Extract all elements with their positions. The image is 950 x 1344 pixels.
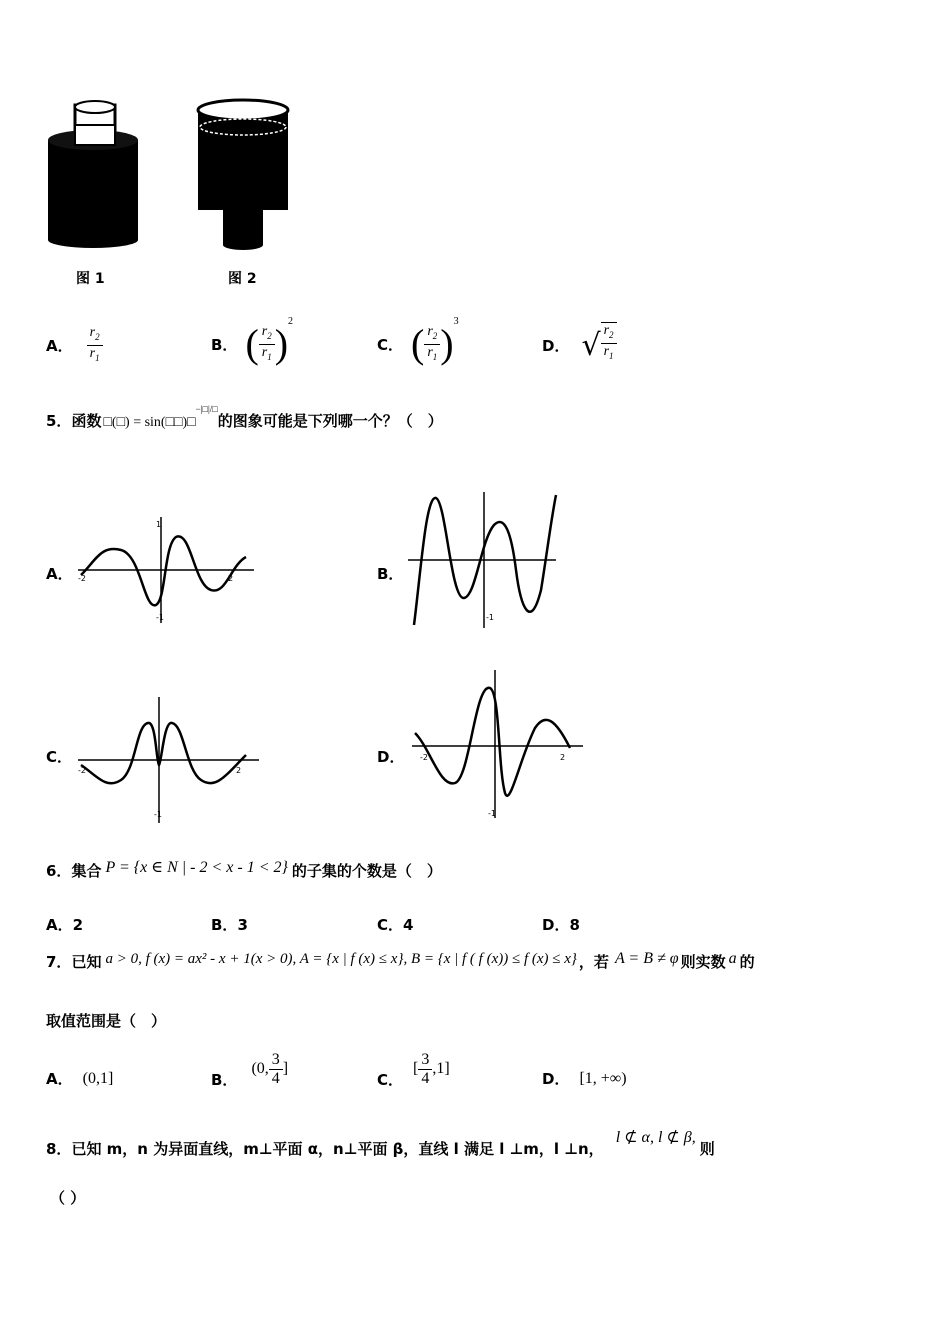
svg-text:2: 2 xyxy=(236,766,242,775)
graph-b xyxy=(406,490,566,630)
q4-option-c: C． ( $\frac{r_2}{r_1}$ ) 3 xyxy=(377,316,459,366)
svg-text:-1: -1 xyxy=(154,810,162,819)
svg-text:-1: -1 xyxy=(486,613,494,622)
q6-option-b: B．3 xyxy=(211,916,248,934)
graph-label-a: A． xyxy=(46,565,73,583)
question-8-line2: （ ） xyxy=(50,1189,86,1207)
q6-option-d: D．8 xyxy=(542,916,580,934)
question-text: 函数 xyxy=(71,412,102,430)
question-text: 则实数 xyxy=(680,953,726,971)
q6-option-a: A．2 xyxy=(46,916,84,934)
q4-option-d xyxy=(542,318,617,372)
exponent: 3 xyxy=(453,316,459,327)
question-number: 7． xyxy=(46,953,72,971)
question-text: 集合 xyxy=(71,862,102,880)
graph-label-d: D． xyxy=(377,748,405,766)
option-letter: C． xyxy=(377,335,404,354)
graph-label-c: C． xyxy=(46,748,73,766)
graph-c xyxy=(76,695,261,825)
graph-a xyxy=(76,515,256,625)
question-text: 的子集的个数是（ ） xyxy=(291,862,442,880)
sqrt-symbol: √ xyxy=(581,327,601,363)
question-7 xyxy=(46,950,755,972)
q6-option-c: C．4 xyxy=(377,916,414,934)
svg-text:-2: -2 xyxy=(78,766,86,775)
question-6 xyxy=(46,857,442,881)
svg-text:2: 2 xyxy=(560,753,566,762)
svg-text:-1: -1 xyxy=(488,809,496,818)
svg-text:1: 1 xyxy=(156,520,162,529)
graph-d xyxy=(410,668,585,823)
question-text: 则 xyxy=(699,1140,715,1158)
q7-option-b: B． (0, $\frac{3}{4}$ ] xyxy=(211,1050,289,1089)
question-text: ，若 xyxy=(578,953,609,971)
formula-exponent: −|□|/□ xyxy=(195,404,218,414)
fraction: $\frac{r_2}{r_1}$ xyxy=(601,322,617,364)
option-letter: B． xyxy=(211,335,238,354)
set-formula: P = {x ∈ N | - 2 < x - 1 < 2} xyxy=(105,859,288,876)
condition-formula: A = B ≠ φ xyxy=(614,950,679,967)
q4-option-b: B． ( $\frac{r_2}{r_1}$ ) 2 xyxy=(211,316,294,366)
cylinder-figure-2 xyxy=(190,95,300,255)
question-text: 的图象可能是下列哪一个？（ ） xyxy=(217,412,443,430)
function-formula: □(□) = sin(□□)□ xyxy=(103,415,196,430)
question-number: 6． xyxy=(46,862,72,880)
question-7-line2: 取值范围是（ ） xyxy=(46,1012,167,1030)
q4-option-a xyxy=(46,322,103,368)
svg-text:2: 2 xyxy=(228,574,234,583)
fraction: $\frac{r_2}{r_1}$ xyxy=(424,324,440,365)
fraction: $\frac{r_2}{r_1}$ xyxy=(259,324,275,365)
variable: a xyxy=(728,950,737,967)
question-number: 8． xyxy=(46,1140,72,1158)
option-letter: D． xyxy=(542,336,570,355)
svg-text:-2: -2 xyxy=(78,574,86,583)
question-5 xyxy=(46,404,443,431)
svg-text:-2: -2 xyxy=(420,753,428,762)
question-8 xyxy=(46,1127,715,1159)
question-text: 已知 m，n 为异面直线，m⊥平面 α，n⊥平面 β，直线 l 满足 l ⊥m，l ⊥n， xyxy=(71,1140,604,1158)
option-letter: A． xyxy=(46,336,73,355)
question-number: 5． xyxy=(46,412,72,430)
question-text: 的 xyxy=(739,953,755,971)
exponent: 2 xyxy=(288,316,294,327)
condition-formula: l ⊄ α, l ⊄ β, xyxy=(615,1129,696,1146)
svg-text:-1: -1 xyxy=(156,613,164,622)
graph-label-b: B． xyxy=(377,565,404,583)
cylinder-figure-1 xyxy=(40,95,150,255)
question-text: 已知 xyxy=(71,953,102,971)
function-formula: a > 0, f (x) = ax² - x + 1(x > 0), A = {x | f (x) ≤ x}, B = {x | f ( f (x)) ≤ f (x) ≤ x} xyxy=(105,951,577,967)
q7-option-d: D． [1, +∞) xyxy=(542,1069,627,1088)
q7-option-a: A． (0,1] xyxy=(46,1069,114,1088)
fraction: $\frac{r_2}{r_1}$ xyxy=(87,325,103,366)
q7-option-c: C． [ $\frac{3}{4}$ ,1] xyxy=(377,1050,450,1089)
figure-2-label: 图 2 xyxy=(228,271,257,287)
figure-1-label: 图 1 xyxy=(76,271,105,287)
